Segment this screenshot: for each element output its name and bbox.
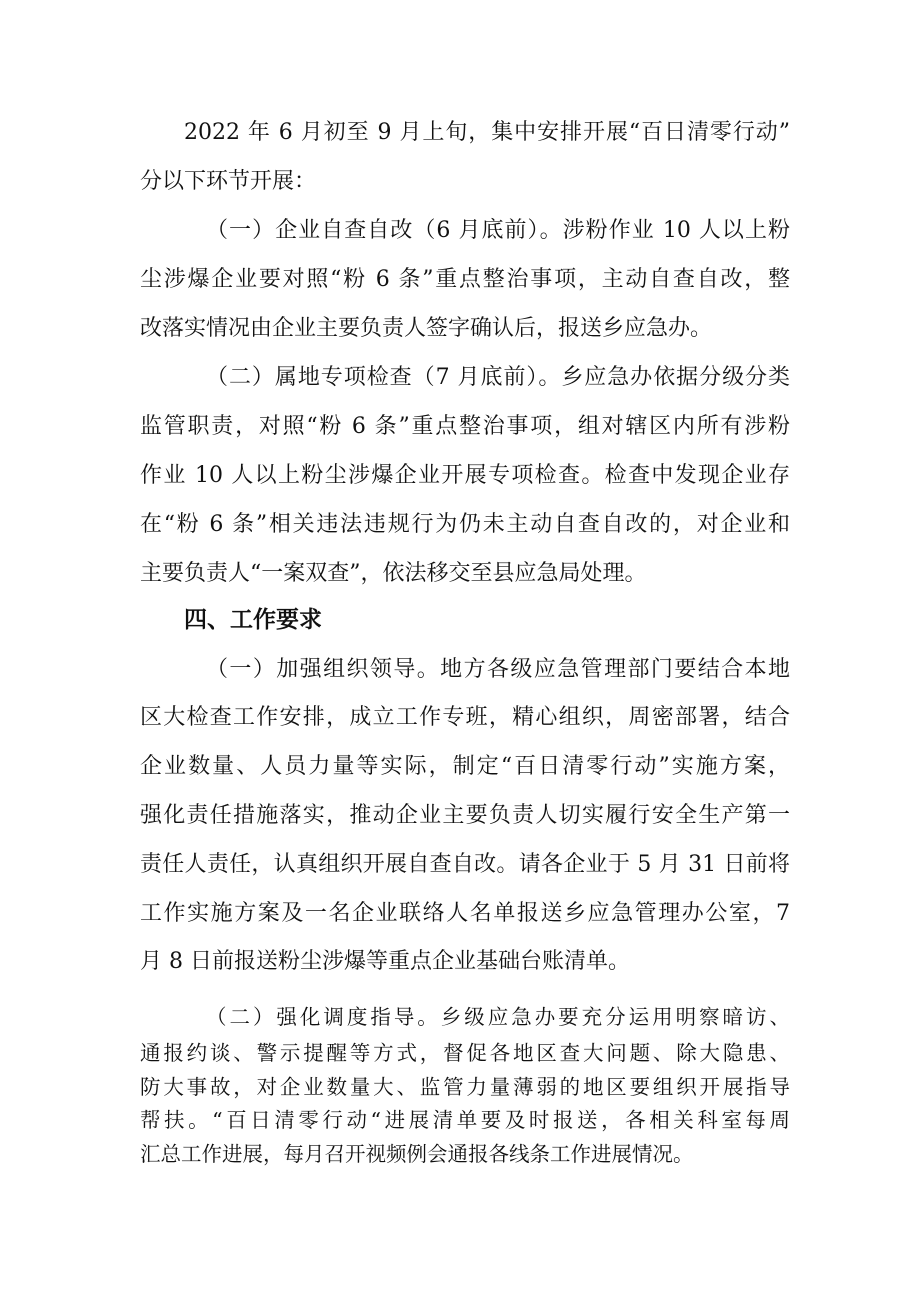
paragraph-line: 分以下环节开展： [140, 169, 317, 194]
paragraph-line: （一）企业自查自改（6 月底前）。涉粉作业 10 人以上粉 [206, 218, 790, 243]
section-heading: 四、工作要求 [184, 607, 322, 633]
paragraph-line: 责任人责任，认真组织开展自查自改。请各企业于 5 月 31 日前将 [140, 852, 790, 877]
paragraph-line: 作业 10 人以上粉尘涉爆企业开展专项检查。检查中发现企业存 [140, 463, 790, 488]
paragraph-line: 企业数量、人员力量等实际，制定“百日清零行动”实施方案， [140, 754, 790, 779]
paragraph-line: （一）加强组织领导。地方各级应急管理部门要结合本地 [206, 657, 790, 682]
paragraph-line: 尘涉爆企业要对照“粉 6 条”重点整治事项，主动自查自改，整 [140, 267, 790, 292]
paragraph-line: （二）强化调度指导。乡级应急办要充分运用明察暗访、 [206, 1005, 790, 1029]
paragraph-line: 防大事故，对企业数量大、监管力量薄弱的地区要组织开展指导 [140, 1075, 790, 1099]
paragraph-line: 在“粉 6 条”相关违法违规行为仍未主动自查自改的，对企业和 [140, 512, 790, 537]
paragraph-line: （二）属地专项检查（7 月底前）。乡应急办依据分级分类 [206, 365, 790, 390]
paragraph-line: 2022 年 6 月初至 9 月上旬，集中安排开展“百日清零行动” [184, 120, 790, 145]
paragraph-line: 主要负责人“一案双查”，依法移交至县应急局处理。 [140, 561, 647, 586]
paragraph-line: 汇总工作进展，每月召开视频例会通报各线条工作进展情况。 [140, 1142, 694, 1166]
paragraph-line: 强化责任措施落实，推动企业主要负责人切实履行安全生产第一 [140, 803, 790, 828]
paragraph-line: 工作实施方案及一名企业联络人名单报送乡应急管理办公室，7 [140, 901, 790, 926]
paragraph-line: 区大检查工作安排，成立工作专班，精心组织，周密部署，结合 [140, 705, 790, 730]
paragraph-line: 月 8 日前报送粉尘涉爆等重点企业基础台账清单。 [140, 949, 630, 974]
paragraph-line: 通报约谈、警示提醒等方式，督促各地区查大问题、除大隐患、 [140, 1041, 790, 1065]
paragraph-line: 帮扶。“百日清零行动“进展清单要及时报送，各相关科室每周 [140, 1108, 790, 1132]
paragraph-line: 改落实情况由企业主要负责人签字确认后，报送乡应急办。 [140, 316, 713, 341]
paragraph-line: 监管职责，对照“粉 6 条”重点整治事项，组对辖区内所有涉粉 [140, 414, 790, 439]
